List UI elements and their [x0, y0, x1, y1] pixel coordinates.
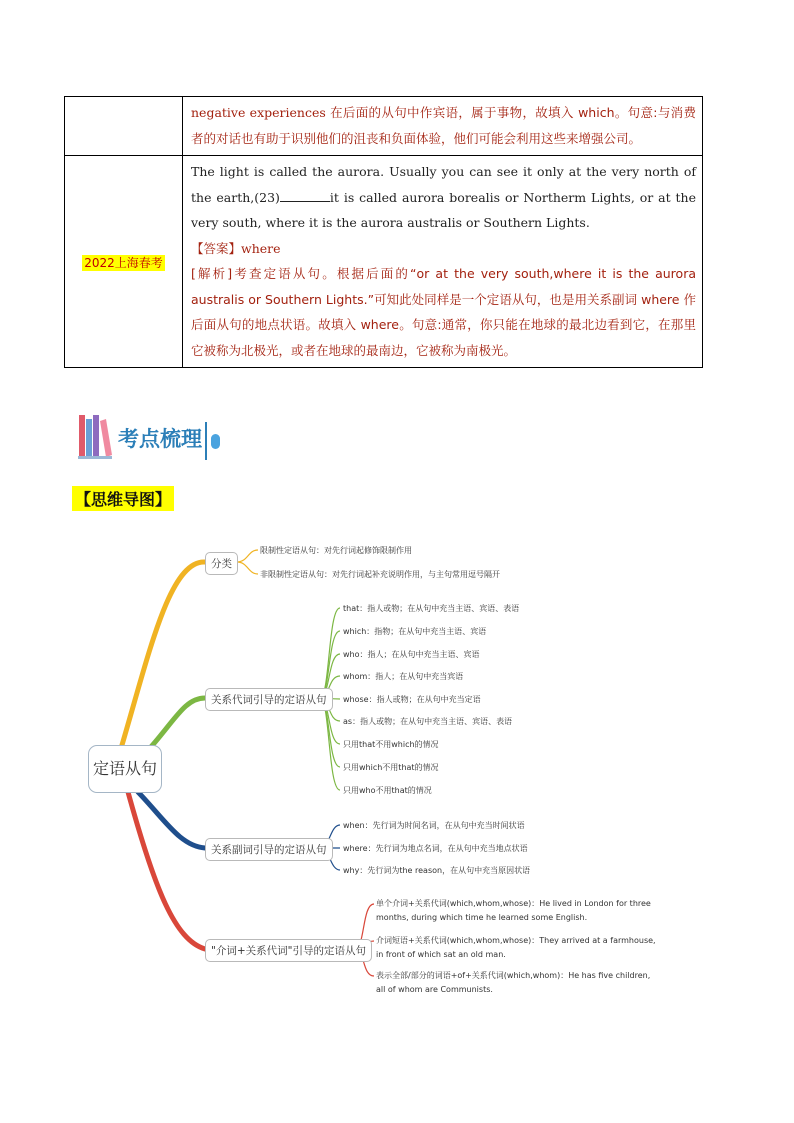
branch-classification: 分类: [205, 552, 238, 575]
mindmap-label: 【思维导图】: [72, 486, 174, 511]
mindmap-root: 定语从句: [88, 745, 162, 793]
row1-explanation-cell: [183, 97, 703, 156]
books-icon: [78, 413, 112, 459]
section-divider: [205, 422, 207, 460]
answer-blank: [280, 187, 330, 202]
answer-label: 【答案】: [191, 240, 242, 256]
section-header: [78, 410, 228, 460]
leaf-that: that：指人或物；在从句中充当主语、宾语、表语: [343, 604, 520, 613]
table-row: [65, 156, 703, 368]
row1-source-cell: [65, 97, 183, 156]
leaf-only-that: 只用that不用which的情况: [343, 740, 439, 749]
leaf-who: who：指人；在从句中充当主语、宾语: [343, 650, 480, 659]
leaf-single-preposition: 单个介词+关系代词(which,whom,whose)：He lived in London for three months, during which time he learned some English.: [376, 899, 651, 922]
row2-source-cell: [65, 156, 183, 368]
question-text-b: it is called aurora borealis or Northerm Lights, or at the very south, where it is the aurora australis or Southern Lights.: [191, 189, 696, 230]
branch-relative-adverb: 关系副词引导的定语从句: [205, 838, 333, 861]
leaf-which: which：指物；在从句中充当主语、宾语: [343, 627, 487, 636]
leaf-all-part-of: 表示全部/部分的词语+of+关系代词(which,whom)：He has five children, all of whom are Communists.: [376, 971, 651, 994]
leaf-prepositional-phrase: 介词短语+关系代词(which,whom,whose)：They arrived at a farmhouse, in front of which sat an old man.: [376, 936, 656, 959]
leaf-restrictive: 限制性定语从句：对先行词起修饰限制作用: [260, 546, 412, 555]
leaf-why: why：先行词为the reason，在从句中充当原因状语: [343, 866, 531, 875]
leaf-where: where：先行词为地点名词，在从句中充当地点状语: [343, 844, 528, 853]
table-row: [65, 97, 703, 156]
leaf-nonrestrictive: 非限制性定语从句：对先行词起补充说明作用，与主句常用逗号隔开: [260, 570, 500, 579]
leaf-when: when：先行词为时间名词，在从句中充当时间状语: [343, 821, 525, 830]
question-table: [64, 96, 703, 368]
row1-phrase: negative experiences: [191, 105, 326, 120]
section-dot: [211, 434, 220, 449]
leaf-as: as：指人或物；在从句中充当主语、宾语、表语: [343, 717, 513, 726]
section-title: 考点梳理: [118, 427, 202, 451]
exam-source-tag: 2022上海春考: [84, 256, 163, 270]
leaf-only-which: 只用which不用that的情况: [343, 763, 439, 772]
answer-value: where: [241, 240, 281, 256]
branch-preposition-pronoun: "介词+关系代词"引导的定语从句: [205, 939, 372, 962]
mindmap: [0, 530, 794, 1010]
analysis-text: [解析]考查定语从句。根据后面的“or at the very south,where it is the aurora australis or Southern Lights.”可知此处同样是一个定语从句，也是用关系副词 where 作后面从句的地点状语。故填入 where。句意:通常，你只能在地球的最北边看到它，在那里它被称为北极光，或者在地球的最南边，它被称为南极光。: [191, 266, 696, 358]
branch-relative-pronoun: 关系代词引导的定语从句: [205, 688, 333, 711]
leaf-only-who: 只用who不用that的情况: [343, 786, 432, 795]
question-text-a: The light is called the aurora. Usually you can see it only at the very north of the earth,(23): [191, 164, 696, 205]
row1-explanation: 在后面的从句中作宾语，属于事物，故填入 which。句意:与消费者的对话也有助于识别他们的沮丧和负面体验，他们可能会利用这些来增强公司。: [191, 105, 696, 146]
row2-question-cell: [183, 156, 703, 368]
leaf-whose: whose：指人或物；在从句中充当定语: [343, 695, 481, 704]
leaf-whom: whom：指人；在从句中充当宾语: [343, 672, 464, 681]
